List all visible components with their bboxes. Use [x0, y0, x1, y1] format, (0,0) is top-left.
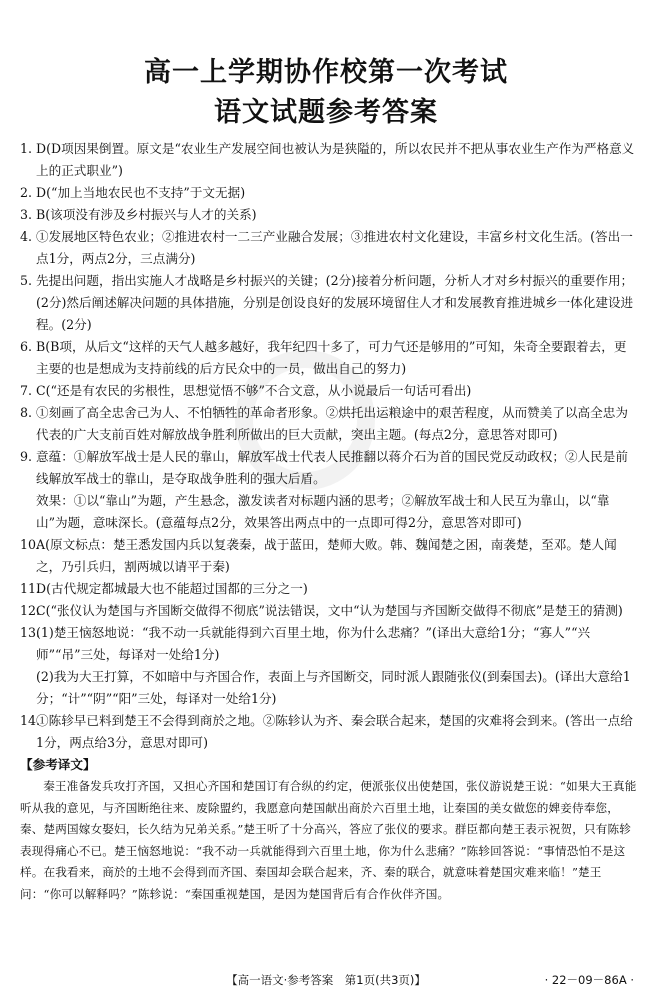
- answer-text: C(“还是有农民的劣根性，思想觉悟不够”不合文意，从小说最后一句话可看出): [36, 383, 472, 398]
- answer-text: D(D项因果倒置。原文是“农业生产发展空间也被认为是狭隘的，所以农民并不把从事农业生产作为严格意义上的正式职业”): [36, 141, 635, 178]
- answer-list: [20, 138, 637, 905]
- answer-item-10: [20, 534, 637, 578]
- answer-text: B(该项没有涉及乡村振兴与人才的关系): [36, 207, 257, 222]
- answer-number: 4.: [20, 229, 33, 244]
- answer-item-3: [20, 204, 637, 226]
- page-subtitle: 语文试题参考答案: [214, 97, 438, 128]
- page-title: 高一上学期协作校第一次考试: [144, 57, 508, 88]
- page-footer: [0, 972, 652, 992]
- answer-item-1: [20, 138, 637, 182]
- answer-number: 3.: [20, 207, 33, 222]
- answer-number: 1.: [20, 141, 33, 156]
- answer-item-13-1: [20, 622, 637, 666]
- answer-number: 6.: [20, 339, 33, 354]
- answer-text: A(原文标点：楚王悉发国内兵以复袭秦，战于蓝田，楚师大败。韩、魏闻楚之困，南袭楚，至邓。楚人闻之，乃引兵归，割两城以请平于秦): [36, 537, 617, 574]
- footer-page-info: 【高一语文·参考答案 第1页(共3页)】: [226, 973, 426, 987]
- answer-item-7: [20, 380, 637, 402]
- answer-text: (1)楚王恼怒地说：“我不动一兵就能得到六百里土地，你为什么悲痛？”(译出大意给1分；“寡人”“兴师”“吊”三处，每译对一处给1分): [36, 625, 591, 662]
- answer-text: ①刻画了高全忠舍己为人、不怕牺牲的革命者形象。②烘托出运粮途中的艰苦程度，从而赞美了以高全忠为代表的广大支前百姓对解放战争胜利所做出的巨大贡献，突出主题。(每点2分，意思答对即可): [36, 405, 628, 442]
- answer-text: D(“加上当地农民也不支持”于文无据): [36, 185, 246, 200]
- answer-item-4: [20, 226, 637, 270]
- answer-number: 9.: [20, 449, 33, 464]
- answer-item-14: [20, 710, 637, 754]
- answer-item-9-effect: [20, 490, 637, 534]
- answer-item-6: [20, 336, 637, 380]
- answer-item-9: [20, 446, 637, 490]
- answer-number: 2.: [20, 185, 33, 200]
- answer-number: 7.: [20, 383, 33, 398]
- reference-heading: 【参考译文】: [20, 757, 96, 772]
- answer-number: 14.: [20, 713, 41, 728]
- answer-text: 意蕴：①解放军战士是人民的靠山，解放军战士代表人民推翻以蒋介石为首的国民党反动政权；②人民是前线解放军战士的靠山，是夺取战争胜利的强大后盾。: [36, 449, 628, 486]
- footer-code: · 22－09－86A ·: [544, 973, 634, 987]
- answer-number: 10.: [20, 537, 41, 552]
- answer-number: 8.: [20, 405, 33, 420]
- answer-text: 先提出问题，指出实施人才战略是乡村振兴的关键；(2分)接着分析问题，分析人才对乡村振兴的重要作用；(2分)然后阐述解决问题的具体措施，分别是创设良好的发展环境留住人才和发展教育推进城乡一体化建设进程。(2分): [36, 273, 634, 332]
- answer-number: 13.: [20, 625, 41, 640]
- answer-item-5: [20, 270, 637, 336]
- answer-text: C(“张仪认为楚国与齐国断交做得不彻底”说法错误，文中“认为楚国与齐国断交做得不彻底”是楚王的猜测): [36, 603, 623, 618]
- answer-text: 效果：①以“靠山”为题，产生悬念，激发读者对标题内涵的思考；②解放军战士和人民互为靠山，以“靠山”为题，意味深长。(意蕴每点2分，效果答出两点中的一点即可得2分，意思答对即可): [36, 493, 610, 530]
- answer-text: D(古代规定都城最大也不能超过国都的三分之一): [36, 581, 308, 596]
- answer-item-2: [20, 182, 637, 204]
- answer-item-13-2: [20, 666, 637, 710]
- answer-item-8: [20, 402, 637, 446]
- answer-text: ①陈轸早已料到楚王不会得到商於之地。②陈轸认为齐、秦会联合起来，楚国的灾难将会到来。(答出一点给1分，两点给3分，意思对即可): [36, 713, 633, 750]
- answer-number: 12.: [20, 603, 41, 618]
- answer-text: (2)我为大王打算，不如暗中与齐国合作，表面上与齐国断交，同时派人跟随张仪(到秦国去)。(译出大意给1分；“计”“阴”“阳”三处，每译对一处给1分): [36, 669, 631, 706]
- answer-text: ①发展地区特色农业；②推进农村一二三产业融合发展；③推进农村文化建设，丰富乡村文化生活。(答出一点1分，两点2分，三点满分): [36, 229, 633, 266]
- answer-number: 5.: [20, 273, 33, 288]
- answer-text: B(B项，从后文“这样的天气人越多越好，我年纪四十多了，可力气还是够用的”可知，朱奇全要跟着去，更主要的也是想成为支持前线的后方民众中的一员，做出自己的努力): [36, 339, 627, 376]
- answer-item-11: [20, 578, 637, 600]
- answer-item-12: [20, 600, 637, 622]
- reference-translation: 秦王准备发兵攻打齐国，又担心齐国和楚国订有合纵的约定，便派张仪出使楚国，张仪游说楚王说：“如果大王真能听从我的意见，与齐国断绝往来、废除盟约，我愿意向楚国献出商於六百里土地，让秦国的美女做您的婢妾侍奉您，秦、楚两国嫁女娶妇，长久结为兄弟关系。”楚王听了十分高兴，答应了张仪的要求。群臣都向楚王表示祝贺，只有陈轸表现得痛心不已。楚王恼怒地说：“我不动一兵就能得到六百里土地，你为什么悲痛？”陈轸回答说：“事情恐怕不是这样。在我看来，商於的土地不会得到而齐国、秦国却会联合起来，齐、秦的联合，就意味着楚国灾难来临！”楚王问：“你可以解释吗？”陈轸说：“秦国重视楚国，是因为楚国背后有合作伙伴齐国。: [20, 779, 637, 901]
- answer-number: 11.: [20, 581, 41, 596]
